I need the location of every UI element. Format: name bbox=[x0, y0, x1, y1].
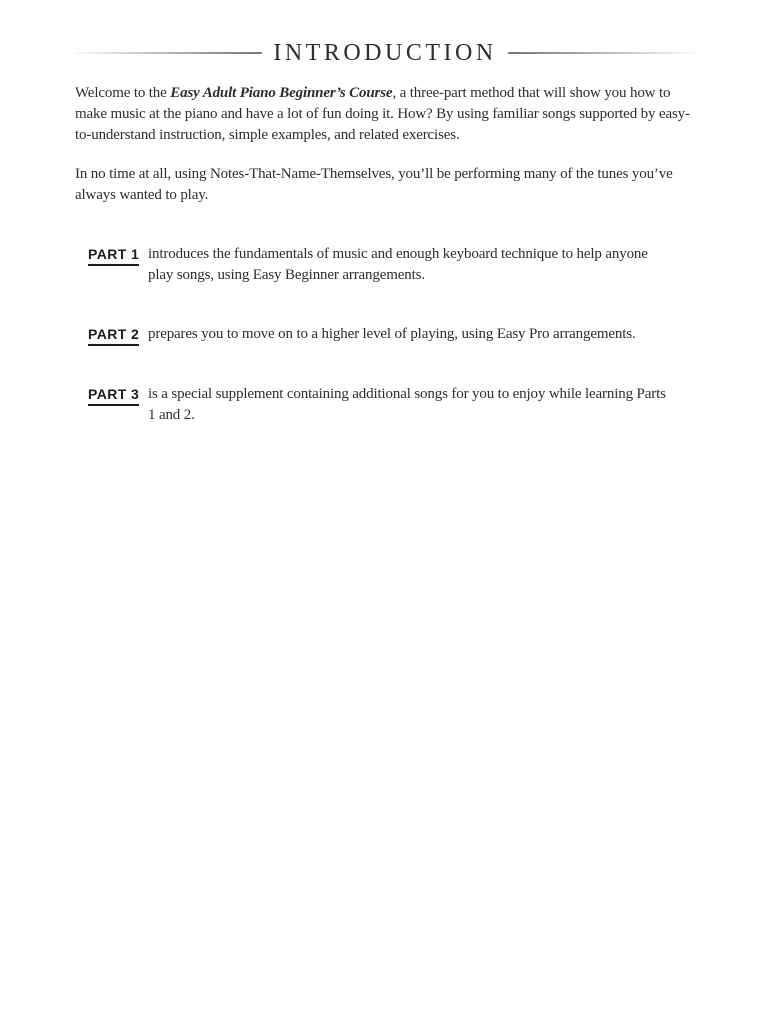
part-3-label-cell bbox=[88, 384, 148, 406]
part-2-row bbox=[88, 324, 695, 346]
part-3-label: PART 3 bbox=[88, 385, 139, 406]
part-3-description: is a special supplement containing additional songs for you to enjoy while learning Parts 1 and 2. bbox=[148, 386, 666, 423]
part-1-description: introduces the fundamentals of music and enough keyboard technique to help anyone play songs, using Easy Beginner arrangements. bbox=[148, 246, 648, 283]
page-content bbox=[75, 0, 695, 464]
course-title-text: Easy Adult Piano Beginner’s Course bbox=[170, 85, 393, 101]
intro-paragraph-1-suffix: , a three-part method that will show you how to make music at the piano and have a lot of fun doing it. How? By using familiar songs supported by easy-to-understand instruction, simple examples, and related exercises. bbox=[75, 85, 690, 143]
part-1-label: PART 1 bbox=[88, 245, 139, 266]
part-2-label-cell bbox=[88, 324, 148, 346]
intro-paragraph-2: In no time at all, using Notes-That-Name-Themselves, you’ll be performing many of the tunes you’ve always wanted to play. bbox=[75, 166, 673, 203]
part-1-row bbox=[88, 244, 695, 286]
intro-paragraph-1-prefix: Welcome to the bbox=[75, 85, 171, 101]
part-1-label-cell bbox=[88, 244, 148, 266]
title-rule-left bbox=[75, 52, 262, 54]
part-3-row bbox=[88, 384, 695, 426]
part-2-description: prepares you to move on to a higher level of playing, using Easy Pro arrangements. bbox=[148, 326, 636, 342]
intro-paragraph-1 bbox=[75, 83, 695, 146]
page-header bbox=[75, 40, 695, 66]
page-title: INTRODUCTION bbox=[273, 40, 497, 66]
parts-list bbox=[75, 244, 695, 426]
part-2-label: PART 2 bbox=[88, 325, 139, 346]
title-rule-right bbox=[508, 52, 695, 54]
